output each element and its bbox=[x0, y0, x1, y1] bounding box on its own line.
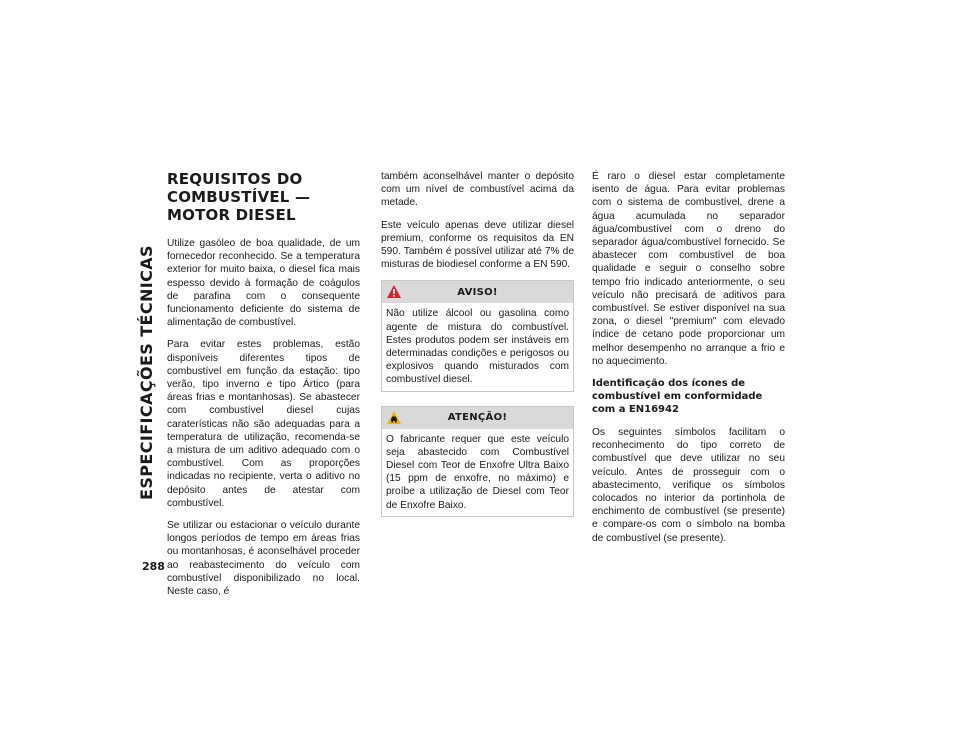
section-heading: REQUISITOS DO COMBUSTÍVEL — MOTOR DIESEL bbox=[167, 170, 311, 224]
paragraph: também aconselhável manter o depósito com um nível de combustível acima da metade. bbox=[381, 171, 574, 209]
caution-car-icon bbox=[386, 410, 402, 425]
caution-box-header bbox=[382, 407, 573, 429]
subsection-heading: Identificação dos ícones de combustível em conformidade com a EN16942 bbox=[592, 378, 763, 416]
warning-title: AVISO! bbox=[457, 286, 498, 298]
warning-box bbox=[381, 280, 574, 391]
section-title-text: ESPECIFICAÇÕES TÉCNICAS bbox=[136, 244, 156, 500]
paragraph: Este veículo apenas deve utilizar diesel premium, conforme os requisitos da EN 590. Também é possível utilizar até 7% de misturas de biodiesel conforme a EN 590. bbox=[381, 219, 574, 271]
paragraph: É raro o diesel estar completamente isento de água. Para evitar problemas com o sistema de combustível, drene a água acumulada no separador água/combustível com o dreno do separador água/combustível fornecido. Se abastecer com combustível de boa qualidade e seguir o conselho sobre tempo frio indicado anteriormente, o seu veículo não precisará de aditivos para combustível. Se estiver disponível na sua zona, o diesel "premium" com elevado índice de cetano pode proporcionar um melhor desempenho no arranque a frio e no aquecimento. bbox=[592, 171, 785, 367]
paragraph: Para evitar estes problemas, estão disponíveis diferentes tipos de combustível em função da estação: tipo verão, tipo inverno e tipo Ártico (para áreas frias e montanhosas). Se abastecer com combustível diesel cujas caraterísticas não são adequadas para a temperatura de utilização, recomenda-se a mistura de um aditivo adequado com o combustível. Com as proporções indicadas no recipiente, verta o aditivo no depósito antes de atestar com combustível. bbox=[167, 339, 360, 509]
column-3 bbox=[592, 170, 785, 554]
caution-title: ATENÇÃO! bbox=[447, 412, 508, 424]
caution-box bbox=[381, 406, 574, 517]
column-2 bbox=[381, 170, 574, 531]
warning-triangle-icon bbox=[386, 284, 402, 299]
caution-text: O fabricante requer que este veículo seja abastecido com Combustível Diesel com Teor de Enxofre Ultra Baixo (15 ppm de enxofre, no máximo) e proíbe a utilização de Diesel com Teor de Enxofre Baixo. bbox=[386, 433, 569, 511]
caution-body bbox=[382, 429, 573, 516]
warning-body bbox=[382, 303, 573, 390]
column-1 bbox=[167, 170, 360, 607]
page-number: 288 bbox=[142, 560, 165, 573]
paragraph: Os seguintes símbolos facilitam o reconhecimento do tipo correto de combustível que deve utilizar no seu veículo. Antes de prosseguir com o abastecimento, verifique os símbolos colocados no interior da portinhola de enchimento de combustível (se presente) e compare-os com o símbolo na bomba de combustível (se presente). bbox=[592, 427, 785, 544]
paragraph: Utilize gasóleo de boa qualidade, de um fornecedor reconhecido. Se a temperatura exterior for muito baixa, o diesel fica mais espesso devido à formação de coágulos de parafina com o consequente funcionamento deficiente do sistema de alimentação de combustível. bbox=[167, 238, 360, 329]
paragraph: Se utilizar ou estacionar o veículo durante longos períodos de tempo em áreas frias ou montanhosas, é aconselhável proceder ao reabastecimento do veículo com combustível disponibilizado no local. Neste caso, é bbox=[167, 520, 360, 598]
warning-box-header bbox=[382, 281, 573, 303]
warning-text: Não utilize álcool ou gasolina como agente de mistura do combustível. Estes produtos podem ser instáveis em determinadas condições e perigosos ou explosivos quando misturados com combustível diesel. bbox=[386, 308, 569, 386]
section-sidebar-title bbox=[135, 162, 157, 582]
